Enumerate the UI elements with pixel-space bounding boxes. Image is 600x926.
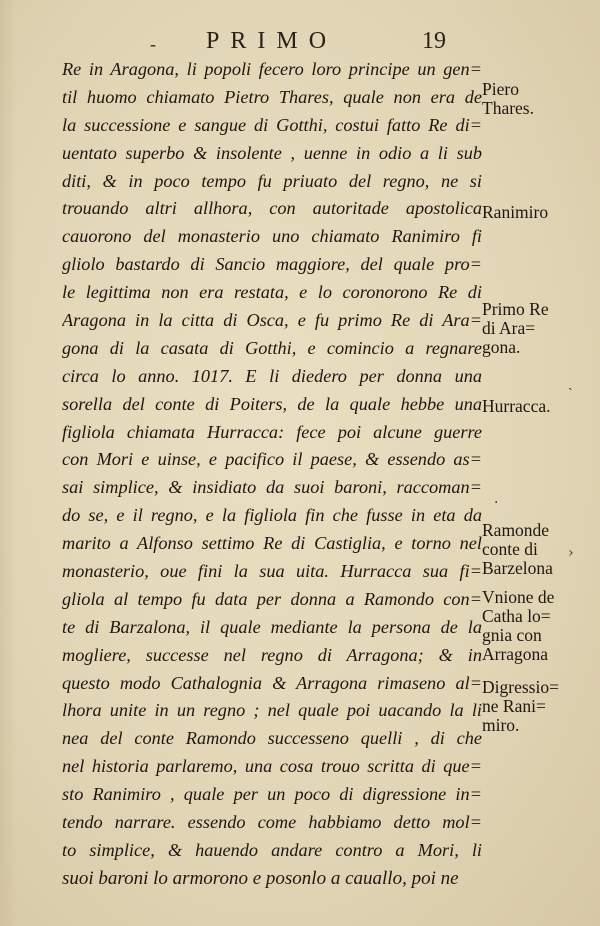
- text-line: sto Ranimiro , quale per un poco di digressione in=: [62, 784, 482, 805]
- text-line: uentato superbo & insolente , uenne in odio a li sub: [62, 142, 482, 163]
- text-line: marito a Alfonso settimo Re di Castiglia, e torno nel: [62, 533, 482, 554]
- text-line: Re in Aragona, li popoli fecero loro principe un gen=: [62, 59, 482, 79]
- text-line: gona di la casata di Gotthi, e comincio a regnare: [62, 337, 482, 358]
- marginal-note-ranimiro: Ranimiro: [482, 202, 549, 222]
- marginal-note-unione: Vnione de Catha lo= gnia con Arragona: [482, 587, 555, 664]
- marginal-dot-mark: ·: [494, 495, 499, 511]
- text-line: mogliere, successe nel regno di Arragona; & in: [62, 644, 482, 665]
- text-line: nea del conte Ramondo successeno quelli , di che: [62, 728, 482, 749]
- marginal-note-piero-thares: Piero Thares.: [482, 79, 534, 118]
- marginal-tick-mark: ˏ: [568, 375, 573, 391]
- text-line: monasterio, oue fini la sua uita. Hurracca sua fi=: [62, 561, 482, 582]
- marginal-note-primo-re: Primo Re di Ara= gona.: [482, 299, 549, 357]
- marginal-note-ramonde: Ramonde conte di Barzelona: [482, 520, 553, 578]
- header-dash: -: [150, 34, 156, 54]
- text-line: sorella del conte di Poiters, de la quale hebbe una: [62, 393, 482, 414]
- text-line: tendo narrare. essendo come habbiamo detto mol=: [62, 812, 482, 833]
- marginal-tick-mark: ›: [568, 545, 574, 561]
- text-line: lhora unite in un regno ; nel quale poi uacando la li: [62, 700, 482, 721]
- page-number: 19: [422, 28, 446, 54]
- text-line: con Mori e uinse, e pacifico il paese, & essendo as=: [62, 449, 482, 470]
- text-line: diti, & in poco tempo fu priuato del regno, ne si: [62, 170, 482, 191]
- text-line: la successione e sangue di Gotthi, costui fatto Re di=: [62, 114, 482, 135]
- text-line: gliola al tempo fu data per donna a Ramondo con=: [62, 588, 482, 609]
- text-line: trouando altri allhora, con autoritade apostolica: [62, 198, 482, 219]
- text-line: sai simplice, & insidiato da suoi baroni, raccoman=: [62, 477, 482, 498]
- text-line: gliolo bastardo di Sancio maggiore, del quale pro=: [62, 254, 482, 275]
- page-header: [150, 28, 480, 56]
- marginal-note-hurracca: Hurracca.: [482, 396, 551, 416]
- running-head: PRIMO: [206, 28, 338, 54]
- text-line: te di Barzalona, il quale mediante la persona de la: [62, 616, 482, 637]
- text-line: questo modo Cathalognia & Arragona rimaseno al=: [62, 672, 482, 693]
- text-line: nel historia parlaremo, una cosa trouo scritta di que=: [62, 756, 482, 777]
- text-line: Aragona in la citta di Osca, e fu primo Re di Ara=: [62, 310, 482, 331]
- text-line: to simplice, & hauendo andare contro a Mori, li: [62, 839, 482, 860]
- text-line: do se, e il regno, e la figliola fin che fusse in eta da: [62, 505, 482, 526]
- text-line: suoi baroni lo armorono e posonlo a cauallo, poi ne: [62, 867, 459, 889]
- text-line: circa lo anno. 1017. E li diedero per donna una: [62, 365, 482, 386]
- text-line: til huomo chiamato Pietro Thares, quale non era de: [62, 86, 482, 107]
- text-line: le legittima non era restata, e lo coronorono Re di: [62, 282, 482, 303]
- body-text: [62, 56, 482, 893]
- marginal-note-digressione: Digressio= ne Rani= miro.: [482, 677, 559, 735]
- text-line: cauorono del monasterio uno chiamato Ranimiro fi: [62, 226, 482, 247]
- page-gutter-shadow: [0, 0, 16, 926]
- text-line: figliola chiamata Hurracca: fece poi alcune guerre: [62, 421, 482, 442]
